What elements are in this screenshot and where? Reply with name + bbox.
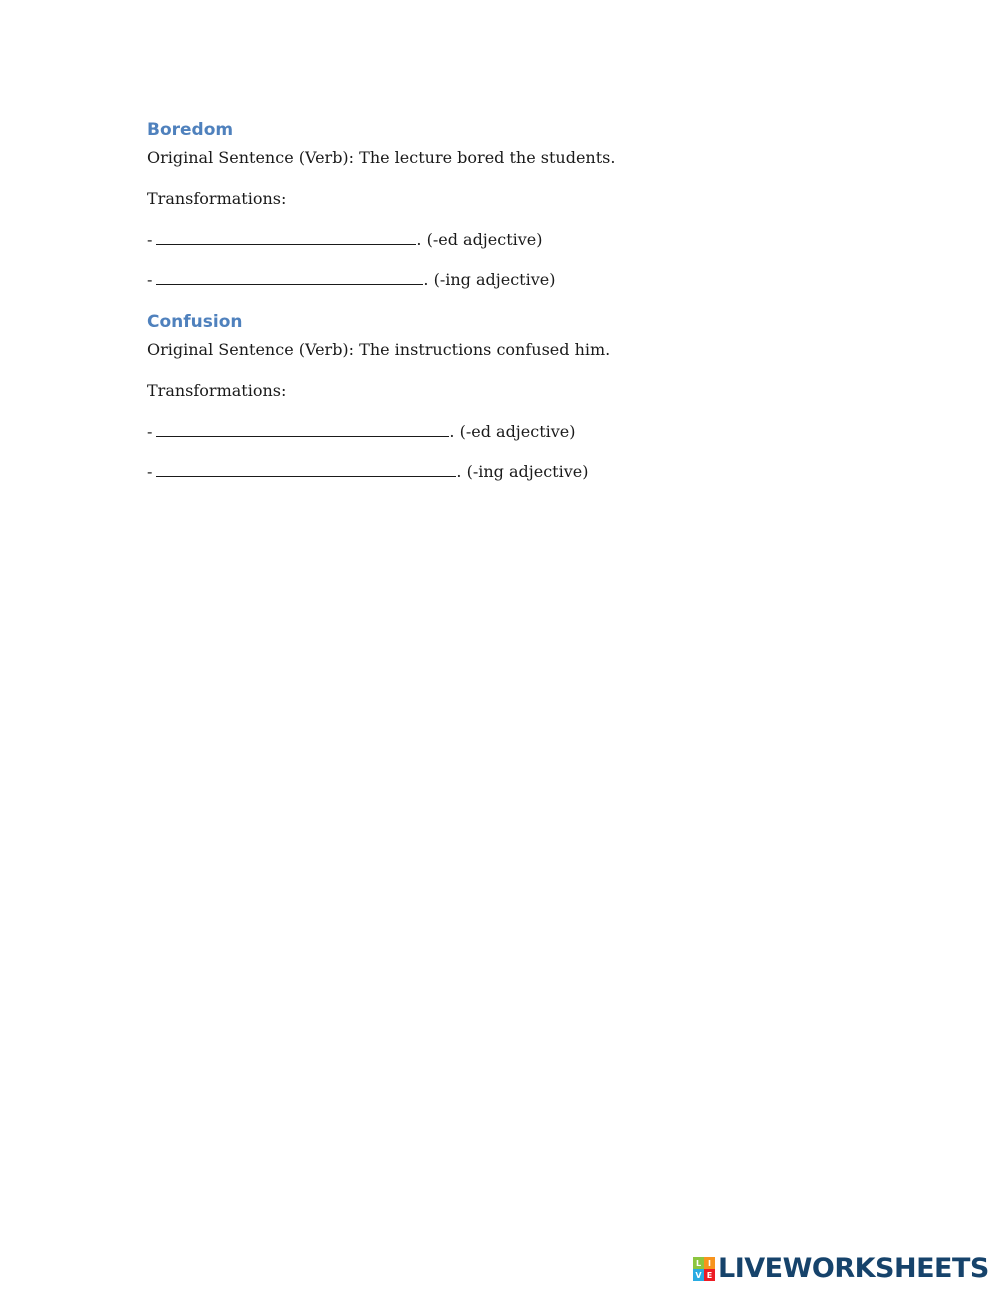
item-hint: . (-ing adjective) [456, 462, 589, 481]
section-heading-boredom: Boredom [147, 120, 234, 140]
answer-blank[interactable] [156, 271, 423, 285]
logo-mark-i: I [704, 1257, 715, 1269]
logo-mark-e: E [704, 1269, 715, 1281]
item-hint: . (-ed adjective) [416, 230, 543, 249]
item-bullet: - [147, 270, 153, 289]
transformation-item-ing-confusion [147, 462, 588, 482]
answer-blank[interactable] [156, 231, 416, 245]
logo-mark-v: V [693, 1269, 704, 1281]
original-sentence-boredom: Original Sentence (Verb): The lecture bored the students. [147, 148, 616, 167]
logo-mark-l: L [693, 1257, 704, 1269]
answer-blank[interactable] [156, 423, 449, 437]
item-bullet: - [147, 422, 153, 441]
transformations-label-confusion: Transformations: [147, 381, 287, 400]
logo-wordmark: LIVEWORKSHEETS [718, 1253, 989, 1284]
transformations-label-boredom: Transformations: [147, 189, 287, 208]
liveworksheets-logo [693, 1253, 989, 1284]
transformation-item-ed-boredom [147, 230, 543, 250]
answer-blank[interactable] [156, 463, 456, 477]
transformation-item-ing-boredom [147, 270, 555, 290]
transformation-item-ed-confusion [147, 422, 576, 442]
item-hint: . (-ed adjective) [449, 422, 576, 441]
item-hint: . (-ing adjective) [423, 270, 556, 289]
liveworksheets-mark-icon [693, 1257, 715, 1281]
original-sentence-confusion: Original Sentence (Verb): The instructions confused him. [147, 340, 611, 359]
section-heading-confusion: Confusion [147, 312, 243, 332]
item-bullet: - [147, 230, 153, 249]
item-bullet: - [147, 462, 153, 481]
